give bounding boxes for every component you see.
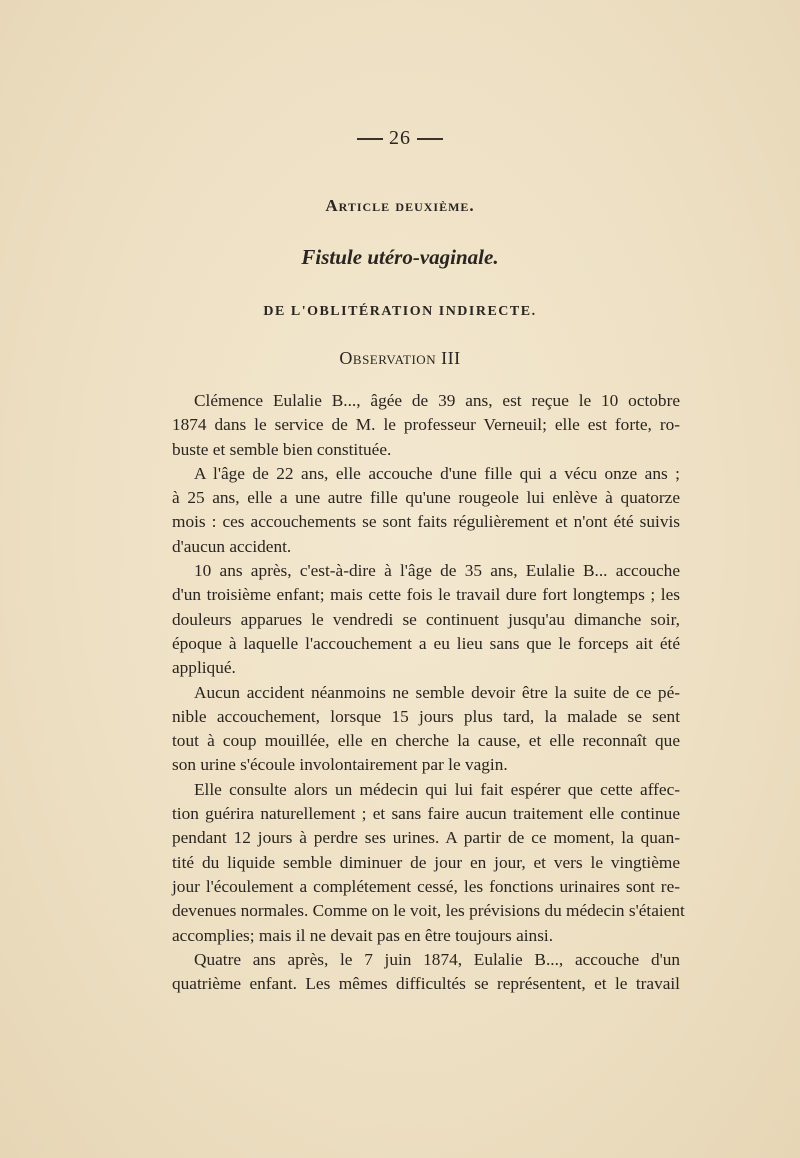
text-line: nible accouchement, lorsque 15 jours plus tard, la malade se sent: [172, 706, 680, 726]
text-line: pendant 12 jours à perdre ses urines. A partir de ce moment, la quan-: [172, 828, 680, 848]
text-line: appliqué.: [172, 658, 236, 678]
text-line: devenues normales. Comme on le voit, les prévisions du médecin s'étaient: [172, 901, 685, 921]
text-line: 1874 dans le service de M. le professeur Verneuil; elle est forte, ro-: [172, 415, 680, 435]
observation-heading: Observation III: [339, 348, 461, 368]
dash-left: [357, 138, 383, 140]
page-number-text: 26: [389, 127, 411, 149]
page-number: [0, 127, 800, 150]
text-line: jour l'écoulement a complétement cessé, les fonctions urinaires sont re-: [172, 876, 680, 896]
text-line: tité du liquide semble diminuer de jour en jour, et vers le vingtième: [172, 852, 680, 872]
text-line: A l'âge de 22 ans, elle accouche d'une fille qui a vécu onze ans ;: [194, 463, 680, 483]
dash-right: [417, 138, 443, 140]
text-line: époque à laquelle l'accouchement a eu lieu sans que le forceps ait été: [172, 633, 680, 653]
text-line: Quatre ans après, le 7 juin 1874, Eulalie B..., accouche d'un: [194, 949, 680, 969]
text-line: accomplies; mais il ne devait pas en être toujours ainsi.: [172, 925, 554, 945]
text-line: Clémence Eulalie B..., âgée de 39 ans, est reçue le 10 octobre: [194, 391, 680, 410]
text-line: son urine s'écoule involontairement par le vagin.: [172, 755, 508, 775]
text-line: buste et semble bien constituée.: [172, 439, 392, 459]
text-line: tion guérira naturellement ; et sans faire aucun traitement elle continue: [172, 804, 680, 824]
text-line: quatrième enfant. Les mêmes difficultés se représentent, et le travail: [172, 974, 680, 994]
section-heading: DE L'OBLITÉRATION INDIRECTE.: [263, 304, 537, 319]
body-text: [172, 389, 685, 996]
text-line: d'un troisième enfant; mais cette fois le travail dure fort longtemps ; les: [172, 585, 680, 605]
text-line: Elle consulte alors un médecin qui lui fait espérer que cette affec-: [194, 779, 680, 799]
text-line: douleurs apparues le vendredi se continuent jusqu'au dimanche soir,: [172, 609, 680, 629]
text-line: d'aucun accident.: [172, 536, 292, 556]
text-line: Aucun accident néanmoins ne semble devoir être la suite de ce pé-: [194, 682, 680, 702]
text-line: mois : ces accouchements se sont faits régulièrement et n'ont été suivis: [172, 512, 680, 532]
text-line: tout à coup mouillée, elle en cherche la cause, et elle reconnaît que: [172, 731, 680, 751]
article-heading: Article deuxième.: [325, 196, 475, 215]
subtitle-heading: Fistule utéro-vaginale.: [301, 245, 499, 269]
text-line: à 25 ans, elle a une autre fille qu'une rougeole lui enlève à quatorze: [172, 488, 680, 508]
text-line: 10 ans après, c'est-à-dire à l'âge de 35 ans, Eulalie B... accouche: [194, 561, 680, 581]
